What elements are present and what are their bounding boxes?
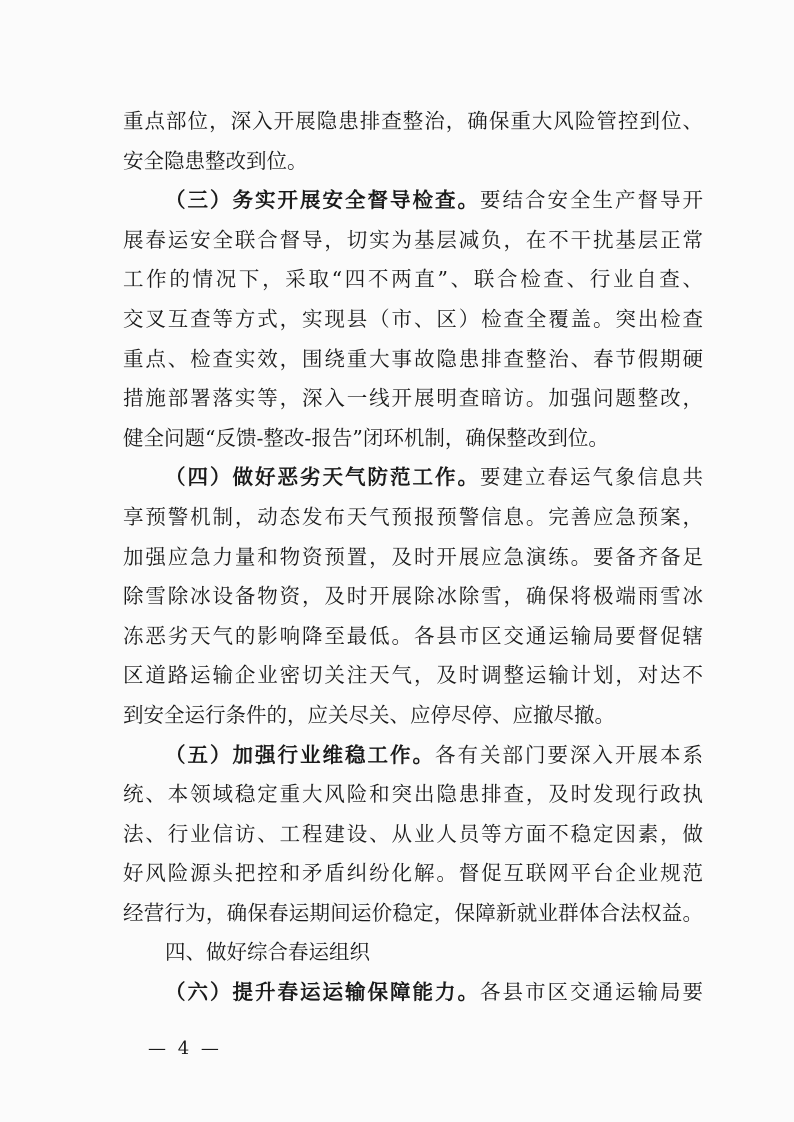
text-line: [123, 973, 703, 1013]
text-line: [123, 538, 703, 578]
section-heading: （五）加强行业维稳工作。: [165, 742, 435, 767]
text-line: [123, 736, 703, 776]
line-text: 措施部署落实等，深入一线开展明查暗访。加强问题整改，: [123, 386, 703, 411]
line-text: 要建立春运气象信息共: [480, 465, 703, 490]
text-line: [123, 696, 703, 736]
text-line: [123, 142, 703, 182]
section-heading: （三）务实开展安全督导检查。: [165, 188, 480, 213]
line-text: 冻恶劣天气的影响降至最低。各县市区交通运输局要督促辖: [123, 623, 703, 648]
line-text: 好风险源头把控和矛盾纠纷化解。督促互联网平台企业规范: [123, 861, 703, 886]
text-line: [123, 577, 703, 617]
text-line: [123, 458, 703, 498]
text-line: [123, 300, 703, 340]
chapter-heading: 四、做好综合春运组织: [165, 940, 370, 965]
line-text: 经营行为，确保春运期间运价稳定，保障新就业群体合法权益。: [123, 900, 703, 925]
line-text: 统、本领域稳定重大风险和突出隐患排查，及时发现行政执: [123, 782, 703, 807]
page-number: — 4 —: [148, 1038, 222, 1059]
text-line: [123, 775, 703, 815]
document-body: [123, 102, 703, 1013]
line-text: 除雪除冰设备物资，及时开展除冰除雪，确保将极端雨雪冰: [123, 584, 703, 609]
line-text: 区道路运输企业密切关注天气，及时调整运输计划，对达不: [123, 663, 703, 688]
text-line: [123, 181, 703, 221]
text-line: [123, 656, 703, 696]
text-line: [123, 260, 703, 300]
section-heading: （六）提升春运运输保障能力。: [165, 980, 480, 1005]
line-text: 健全问题“反馈-整改-报告”闭环机制，确保整改到位。: [123, 425, 609, 450]
line-text: 到安全运行条件的，应关尽关、应停尽停、应撤尽撤。: [123, 702, 615, 727]
text-line: [123, 340, 703, 380]
line-text: 展春运安全联合督导，切实为基层减负，在不干扰基层正常: [123, 227, 703, 252]
text-line: [123, 221, 703, 261]
text-line: [123, 617, 703, 657]
line-text: 各县市区交通运输局要: [480, 980, 703, 1005]
line-text: 享预警机制，动态发布天气预报预警信息。完善应急预案，: [123, 504, 703, 529]
line-text: 安全隐患整改到位。: [123, 148, 308, 173]
text-line: [123, 815, 703, 855]
text-line: [123, 854, 703, 894]
line-text: 法、行业信访、工程建设、从业人员等方面不稳定因素，做: [123, 821, 703, 846]
text-line: [123, 379, 703, 419]
text-line: [123, 498, 703, 538]
line-text: 要结合安全生产督导开: [480, 188, 703, 213]
line-text: 各有关部门要深入开展本系: [435, 742, 703, 767]
text-line: [123, 894, 703, 934]
text-line: [123, 933, 703, 973]
text-line: [123, 419, 703, 459]
line-text: 工作的情况下，采取“四不两直”、联合检查、行业自查、: [123, 267, 703, 292]
line-text: 重点、检查实效，围绕重大事故隐患排查整治、春节假期硬: [123, 346, 703, 371]
line-text: 重点部位，深入开展隐患排查整治，确保重大风险管控到位、: [123, 109, 703, 133]
section-heading: （四）做好恶劣天气防范工作。: [165, 465, 480, 490]
line-text: 加强应急力量和物资预置，及时开展应急演练。要备齐备足: [123, 544, 703, 569]
line-text: 交叉互查等方式，实现县（市、区）检查全覆盖。突出检查: [123, 306, 703, 331]
text-line: [123, 102, 703, 142]
